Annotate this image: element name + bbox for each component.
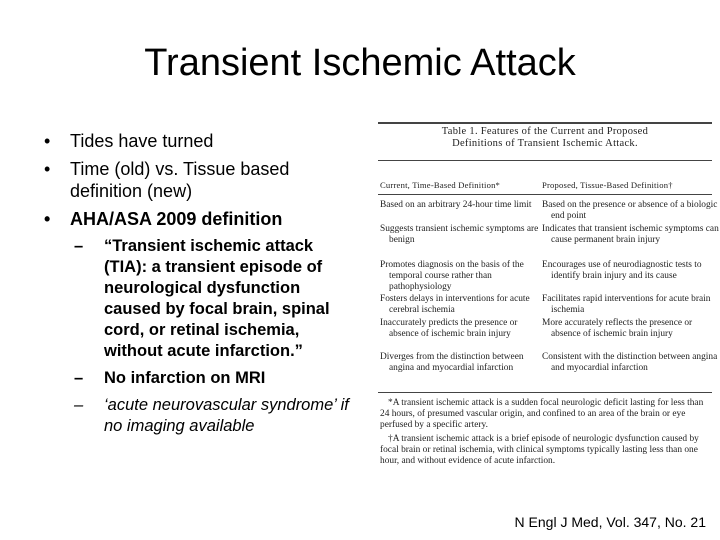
- table-top-rule: [378, 122, 712, 124]
- table-cell: Inaccurately predicts the presence or absence of ischemic brain injury: [380, 318, 518, 339]
- table-cell: Promotes diagnosis on the basis of the temporal course rather than pathophysiology: [380, 260, 524, 292]
- table-subheader-rule: [378, 194, 712, 195]
- table-cell: Fosters delays in interventions for acute cerebral ischemia: [380, 294, 530, 315]
- citation: N Engl J Med, Vol. 347, No. 21: [514, 514, 706, 530]
- table-cell: Indicates that transient ischemic symptoms can cause permanent brain injury: [542, 224, 719, 245]
- bullet-aha-asa: • AHA/ASA 2009 definition: [44, 208, 354, 230]
- sub-bullet-syndrome: – ‘acute neurovascular syndrome’ if no imaging available: [74, 395, 354, 437]
- table-cell: Encourages use of neurodiagnostic tests to identify brain injury and its cause: [542, 260, 702, 281]
- table-title-line-1: Table 1. Features of the Current and Proposed: [441, 126, 649, 137]
- bullet-list: [44, 130, 354, 443]
- slide-title: Transient Ischemic Attack: [144, 42, 576, 84]
- table-cell: More accurately reflects the presence or absence of ischemic brain injury: [542, 318, 693, 339]
- table-header-rule: [378, 160, 712, 161]
- bullet-time-vs-tissue: • Time (old) vs. Tissue based definition (new): [44, 158, 354, 202]
- sub-bullet-definition: – “Transient ischemic attack (TIA): a transient episode of neurological dysfunction caused by focal brain, spinal cord, or retinal ischemia, without acute infarction.”: [74, 236, 354, 362]
- col-header-proposed: Proposed, Tissue-Based Definition†: [542, 180, 673, 190]
- table-title-line-2: Definitions of Transient Ischemic Attack.: [452, 138, 638, 149]
- table-footnote-rule: [378, 392, 712, 393]
- table-cell: Based on an arbitrary 24-hour time limit: [380, 200, 532, 210]
- table-cell: Diverges from the distinction between angina and myocardial infarction: [380, 352, 524, 373]
- table-cell: Facilitates rapid interventions for acute brain ischemia: [542, 294, 711, 315]
- bullet-tides: • Tides have turned: [44, 130, 354, 152]
- sub-bullet-mri: – No infarction on MRI: [74, 368, 354, 389]
- journal-table-figure: [378, 118, 719, 484]
- table-footnote-1: *A transient ischemic attack is a sudden focal neurologic deficit lasting for less than 24 hours, of presumed vascular origin, and confined to an area of the brain or eye perfused by a specific artery.: [380, 398, 704, 430]
- table-cell: Based on the presence or absence of a biologic end point: [542, 200, 718, 221]
- table-cell: Suggests transient ischemic symptoms are benign: [380, 224, 539, 245]
- table-footnote-2: †A transient ischemic attack is a brief episode of neurologic dysfunction caused by focal brain or retinal ischemia, with clinical symptoms typically lasting less than one hour, and without evidence of acute infarction.: [380, 434, 699, 466]
- table-cell: Consistent with the distinction between angina and myocardial infarction: [542, 352, 718, 373]
- col-header-current: Current, Time-Based Definition*: [380, 180, 501, 190]
